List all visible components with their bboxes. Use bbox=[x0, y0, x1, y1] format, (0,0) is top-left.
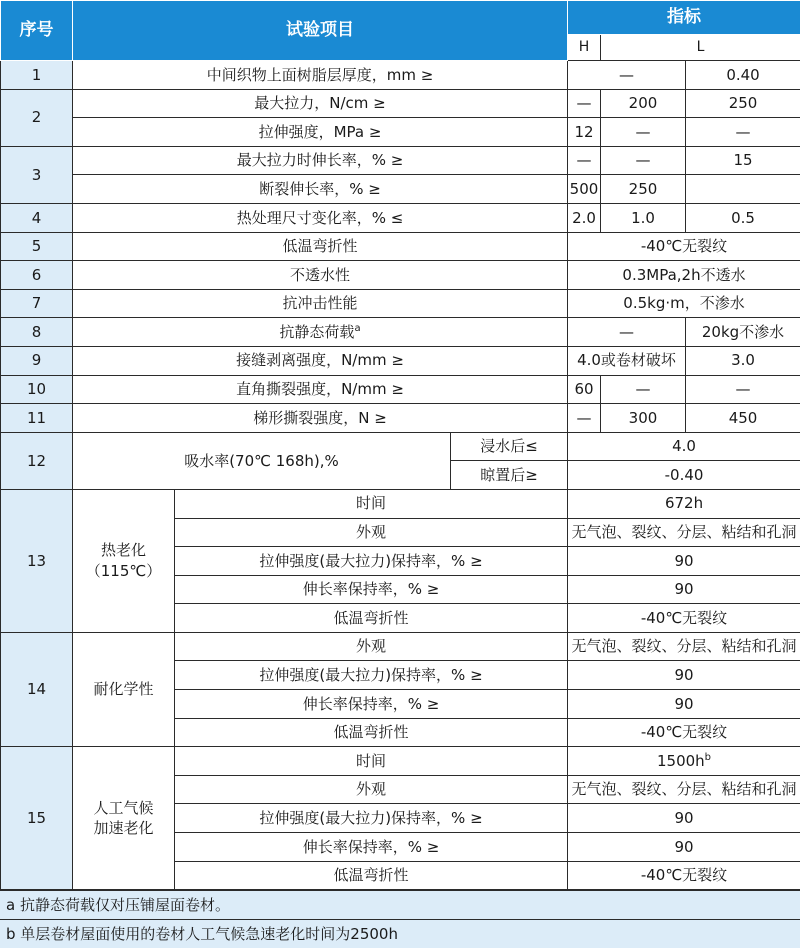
value-all: 4.0 bbox=[568, 432, 800, 461]
row-subitem: 低温弯折性 bbox=[175, 861, 568, 890]
value-l: 250 bbox=[601, 175, 686, 204]
row-subitem: 伸长率保持率，% ≥ bbox=[175, 833, 568, 862]
header-item: 试验项目 bbox=[73, 1, 568, 61]
row-index: 4 bbox=[1, 203, 73, 232]
row-index: 11 bbox=[1, 404, 73, 433]
value-all: 90 bbox=[568, 547, 800, 576]
row-item bbox=[73, 318, 568, 347]
value-all: -40℃无裂纹 bbox=[568, 232, 800, 261]
value-h: 60 bbox=[568, 375, 601, 404]
row-index: 5 bbox=[1, 232, 73, 261]
footnote-b: b 单层卷材屋面使用的卷材人工气候急速老化时间为2500h bbox=[0, 919, 800, 948]
row-index: 9 bbox=[1, 346, 73, 375]
row-item bbox=[73, 747, 175, 890]
value-p: — bbox=[686, 118, 800, 147]
value-p bbox=[686, 175, 800, 204]
value-all: 90 bbox=[568, 661, 800, 690]
row-item bbox=[73, 489, 175, 632]
row-index: 3 bbox=[1, 146, 73, 203]
row-index: 15 bbox=[1, 747, 73, 890]
header-spec: 指标 bbox=[568, 1, 800, 35]
value-l: — bbox=[601, 118, 686, 147]
value-l: 1.0 bbox=[601, 203, 686, 232]
row-subitem: 浸水后≤ bbox=[451, 432, 568, 461]
row-item-text: 抗静态荷载 bbox=[279, 323, 354, 341]
row-item: 断裂伸长率，% ≥ bbox=[73, 175, 568, 204]
value-h: — bbox=[568, 404, 601, 433]
row-subitem: 低温弯折性 bbox=[175, 718, 568, 747]
header-index: 序号 bbox=[1, 1, 73, 61]
value-lp: 20kg不渗水 bbox=[686, 318, 800, 347]
row-item-line: （115℃） bbox=[73, 563, 174, 580]
value-all: 90 bbox=[568, 833, 800, 862]
value-l: — bbox=[601, 146, 686, 175]
value-l: — bbox=[601, 375, 686, 404]
value-h: — bbox=[568, 89, 601, 118]
row-subitem: 伸长率保持率，% ≥ bbox=[175, 575, 568, 604]
value-all: -40℃无裂纹 bbox=[568, 718, 800, 747]
row-item: 最大拉力，N/cm ≥ bbox=[73, 89, 568, 118]
row-subitem: 外观 bbox=[175, 775, 568, 804]
row-subitem: 时间 bbox=[175, 747, 568, 776]
value-all: 无气泡、裂纹、分层、粘结和孔洞 bbox=[568, 632, 800, 661]
value-all: -0.40 bbox=[568, 461, 800, 490]
value-all bbox=[568, 747, 800, 776]
value-h: — bbox=[568, 146, 601, 175]
value-all: 90 bbox=[568, 690, 800, 719]
value-all: 无气泡、裂纹、分层、粘结和孔洞 bbox=[568, 518, 800, 547]
footnote-a: a 抗静态荷载仅对压铺屋面卷材。 bbox=[0, 890, 800, 919]
value-p: 250 bbox=[686, 89, 800, 118]
row-item: 低温弯折性 bbox=[73, 232, 568, 261]
row-subitem: 拉伸强度(最大拉力)保持率，% ≥ bbox=[175, 661, 568, 690]
row-index: 13 bbox=[1, 489, 73, 632]
row-subitem: 时间 bbox=[175, 489, 568, 518]
footnote-mark-a: a bbox=[354, 323, 360, 334]
row-item: 抗冲击性能 bbox=[73, 289, 568, 318]
header-sub-l: L bbox=[601, 35, 800, 61]
value-hl: — bbox=[568, 61, 686, 90]
value-all: 672h bbox=[568, 489, 800, 518]
row-item: 梯形撕裂强度，N ≥ bbox=[73, 404, 568, 433]
row-index: 1 bbox=[1, 61, 73, 90]
row-item-line: 人工气候 bbox=[73, 800, 174, 817]
value-all: -40℃无裂纹 bbox=[568, 861, 800, 890]
row-item-line: 热老化 bbox=[73, 542, 174, 559]
row-subitem: 外观 bbox=[175, 632, 568, 661]
row-item: 热处理尺寸变化率，% ≤ bbox=[73, 203, 568, 232]
row-item: 中间织物上面树脂层厚度，mm ≥ bbox=[73, 61, 568, 90]
value-all: 0.3MPa,2h不透水 bbox=[568, 261, 800, 290]
value-p: — bbox=[686, 375, 800, 404]
row-index: 6 bbox=[1, 261, 73, 290]
value-all: 无气泡、裂纹、分层、粘结和孔洞 bbox=[568, 775, 800, 804]
value-h: 500 bbox=[568, 175, 601, 204]
value-all: 90 bbox=[568, 575, 800, 604]
value-p: 0.40 bbox=[686, 61, 800, 90]
row-index: 10 bbox=[1, 375, 73, 404]
value-p: 450 bbox=[686, 404, 800, 433]
row-index: 14 bbox=[1, 632, 73, 746]
header-sub-h: H bbox=[568, 35, 601, 61]
value-h: 12 bbox=[568, 118, 601, 147]
row-index: 12 bbox=[1, 432, 73, 489]
row-item: 直角撕裂强度，N/mm ≥ bbox=[73, 375, 568, 404]
value-h: 2.0 bbox=[568, 203, 601, 232]
row-subitem: 低温弯折性 bbox=[175, 604, 568, 633]
row-item: 最大拉力时伸长率，% ≥ bbox=[73, 146, 568, 175]
row-item: 拉伸强度，MPa ≥ bbox=[73, 118, 568, 147]
value-p: 15 bbox=[686, 146, 800, 175]
value-p: 0.5 bbox=[686, 203, 800, 232]
row-item: 耐化学性 bbox=[73, 632, 175, 746]
value-h: 4.0或卷材破坏 bbox=[568, 346, 686, 375]
value-l: 200 bbox=[601, 89, 686, 118]
row-subitem: 拉伸强度(最大拉力)保持率，% ≥ bbox=[175, 547, 568, 576]
row-item-line: 加速老化 bbox=[73, 820, 174, 837]
value-all: -40℃无裂纹 bbox=[568, 604, 800, 633]
row-subitem: 伸长率保持率，% ≥ bbox=[175, 690, 568, 719]
footnotes bbox=[0, 890, 800, 948]
footnote-mark-b: b bbox=[705, 752, 711, 763]
value-all: 90 bbox=[568, 804, 800, 833]
row-subitem: 外观 bbox=[175, 518, 568, 547]
row-index: 8 bbox=[1, 318, 73, 347]
value-text: 1500h bbox=[657, 752, 705, 770]
row-subitem: 晾置后≥ bbox=[451, 461, 568, 490]
value-l: 300 bbox=[601, 404, 686, 433]
value-h: — bbox=[568, 318, 686, 347]
value-lp: 3.0 bbox=[686, 346, 800, 375]
value-all: 0.5kg·m，不渗水 bbox=[568, 289, 800, 318]
row-index: 7 bbox=[1, 289, 73, 318]
row-item: 不透水性 bbox=[73, 261, 568, 290]
row-item: 吸水率(70℃ 168h),% bbox=[73, 432, 451, 489]
row-subitem: 拉伸强度(最大拉力)保持率，% ≥ bbox=[175, 804, 568, 833]
row-item: 接缝剥离强度，N/mm ≥ bbox=[73, 346, 568, 375]
row-index: 2 bbox=[1, 89, 73, 146]
